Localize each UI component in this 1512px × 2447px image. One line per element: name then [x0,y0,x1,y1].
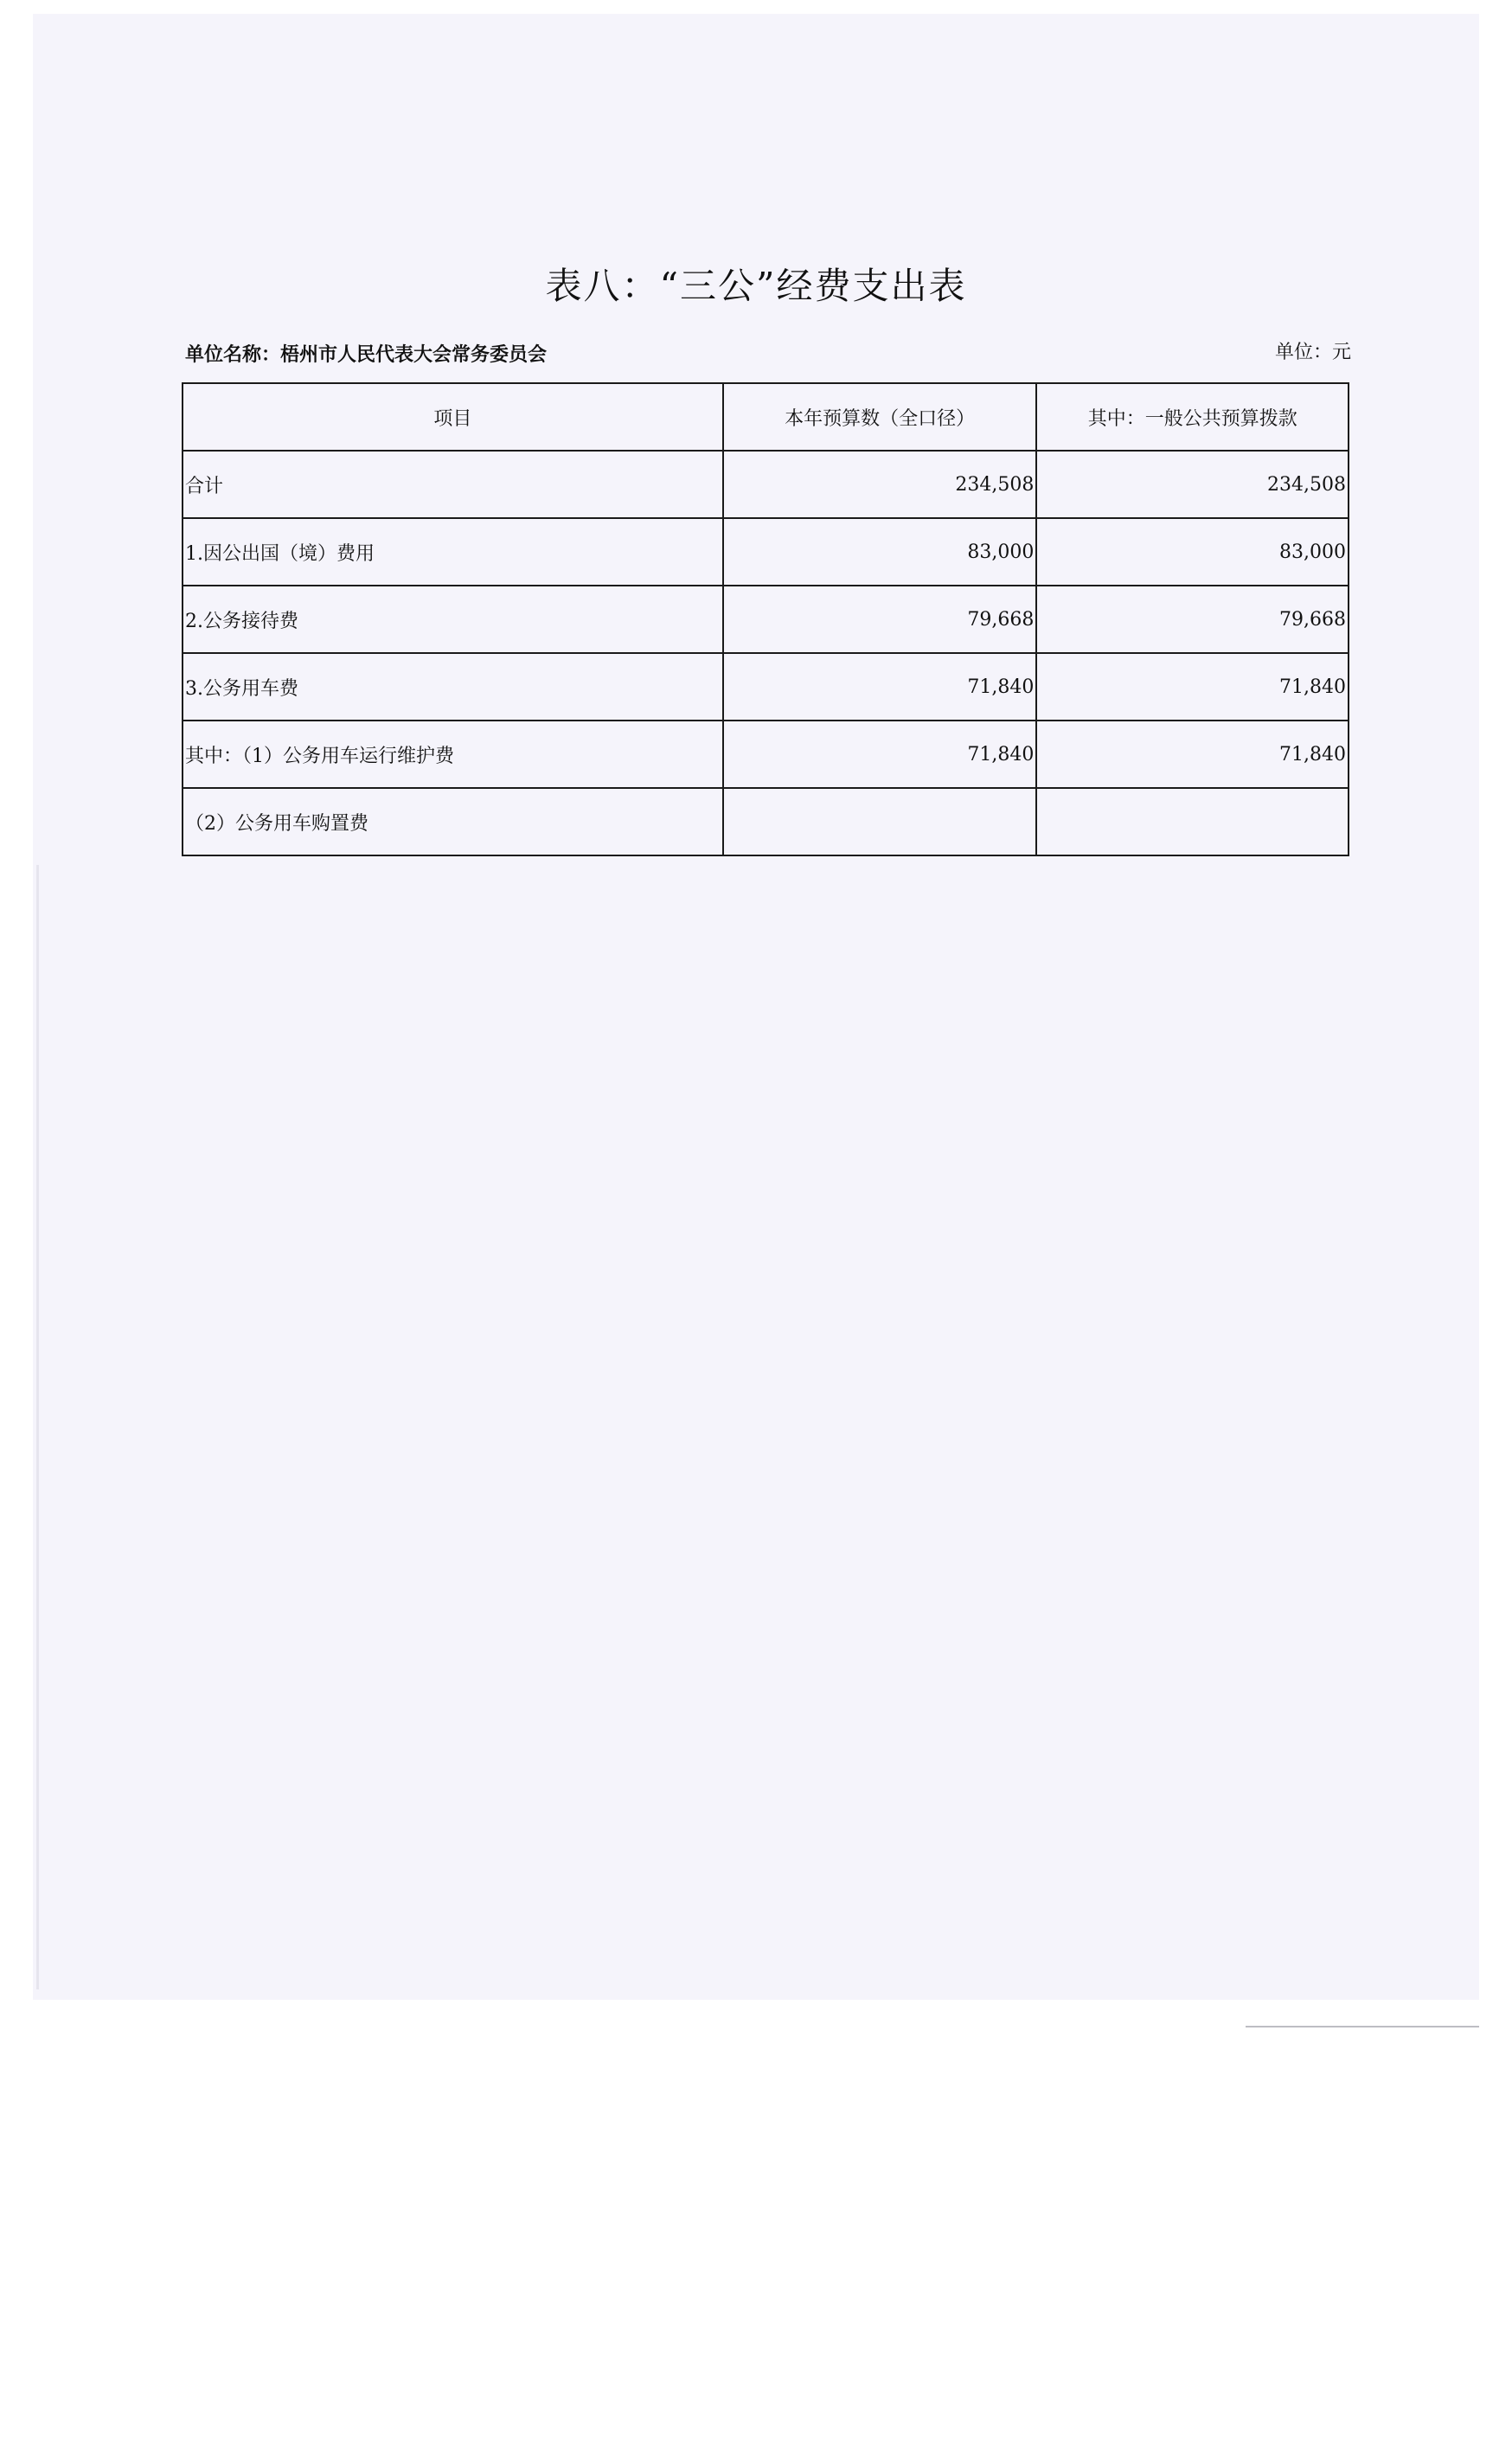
currency-unit-label: 单位：元 [1274,342,1351,363]
table-row [183,518,1349,586]
row-general-budget [1036,788,1349,855]
row-general-budget: 83,000 [1036,518,1349,586]
row-item: 3.公务用车费 [183,653,723,721]
row-item: 合计 [183,451,723,518]
table-row [183,721,1349,788]
row-budget-total: 234,508 [723,451,1037,518]
row-budget-total: 71,840 [723,653,1037,721]
row-item: 其中：（1）公务用车运行维护费 [183,721,723,788]
scan-bottom-edge [1246,2026,1479,2027]
row-item: 1.因公出国（境）费用 [183,518,723,586]
table-header-row [183,383,1349,451]
budget-table [182,382,1349,856]
page-title: 表八：“三公”经费支出表 [545,265,967,307]
table-row [183,586,1349,653]
unit-name: 单位名称：梧州市人民代表大会常务委员会 [185,343,548,366]
row-budget-total [723,788,1037,855]
header-budget-total: 本年预算数（全口径） [723,383,1037,451]
row-general-budget: 71,840 [1036,721,1349,788]
header-item: 项目 [183,383,723,451]
scan-edge [36,865,39,1989]
header-general-budget: 其中：一般公共预算拨款 [1036,383,1349,451]
row-budget-total: 83,000 [723,518,1037,586]
table-row [183,451,1349,518]
row-general-budget: 79,668 [1036,586,1349,653]
row-budget-total: 71,840 [723,721,1037,788]
table-row [183,788,1349,855]
row-general-budget: 234,508 [1036,451,1349,518]
row-budget-total: 79,668 [723,586,1037,653]
table-row [183,653,1349,721]
row-item: 2.公务接待费 [183,586,723,653]
row-item: （2）公务用车购置费 [183,788,723,855]
row-general-budget: 71,840 [1036,653,1349,721]
scanned-page [33,14,1479,2000]
